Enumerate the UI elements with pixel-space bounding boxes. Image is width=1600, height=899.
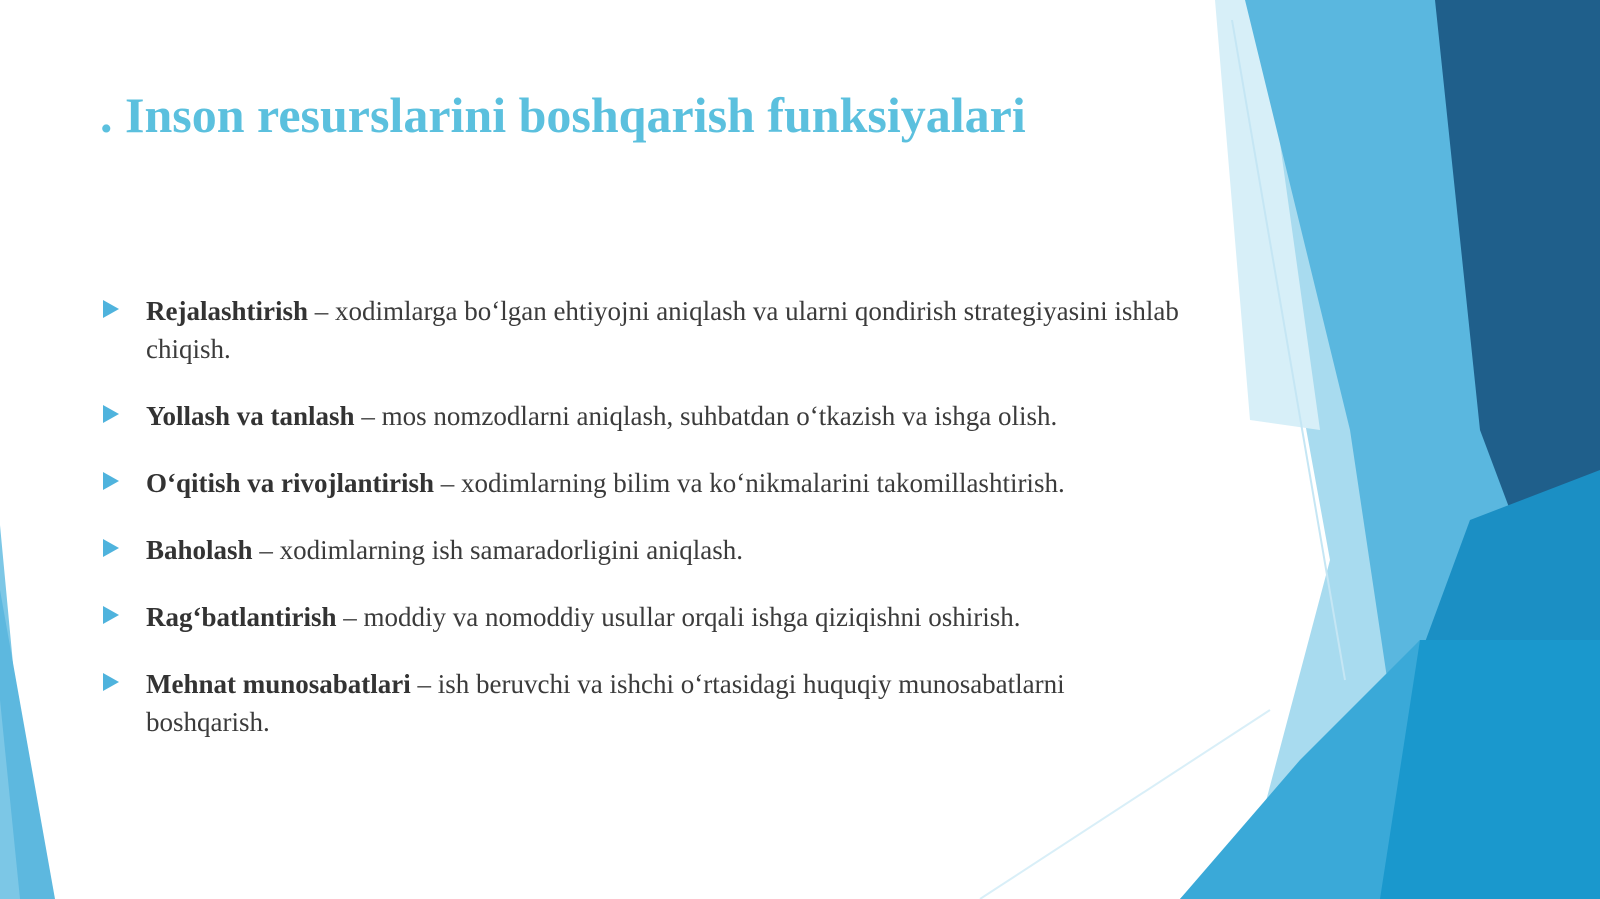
bullet-term: Rejalashtirish bbox=[146, 296, 308, 326]
bullet-item bbox=[100, 397, 1180, 435]
bullet-text: – xodimlarning ish samaradorligini aniqlash. bbox=[252, 535, 743, 565]
bullet-text: – mos nomzodlarni aniqlash, suhbatdan o‘tkazish va ishga olish. bbox=[354, 401, 1058, 431]
triangle-right-icon bbox=[103, 606, 119, 624]
bullet-item bbox=[100, 598, 1180, 636]
bullet-text: – xodimlarga bo‘lgan ehtiyojni aniqlash va ularni qondirish strategiyasini ishlab chiqish. bbox=[146, 296, 1179, 364]
bullet-term: Baholash bbox=[146, 535, 253, 565]
triangle-right-icon bbox=[103, 673, 119, 691]
triangle-right-icon bbox=[103, 472, 119, 490]
bullet-item bbox=[100, 665, 1180, 741]
bullet-list bbox=[100, 292, 1180, 770]
bullet-term: Rag‘batlantirish bbox=[146, 602, 337, 632]
triangle-right-icon bbox=[103, 405, 119, 423]
triangle-right-icon bbox=[103, 539, 119, 557]
bullet-term: O‘qitish va rivojlantirish bbox=[146, 468, 435, 498]
bullet-item bbox=[100, 531, 1180, 569]
slide-title: . Inson resurslarini boshqarish funksiyalari bbox=[100, 87, 1026, 143]
bullet-text: – moddiy va nomoddiy usullar orqali ishga qiziqishni oshirish. bbox=[336, 602, 1021, 632]
bullet-item bbox=[100, 464, 1180, 502]
bullet-text: – ish beruvchi va ishchi o‘rtasidagi huquqiy munosabatlarni boshqarish. bbox=[146, 669, 1065, 737]
bullet-term: Yollash va tanlash bbox=[146, 401, 355, 431]
bullet-item bbox=[100, 292, 1180, 368]
bullet-text: – xodimlarning bilim va ko‘nikmalarini takomillashtirish. bbox=[434, 468, 1065, 498]
triangle-right-icon bbox=[103, 300, 119, 318]
bullet-term: Mehnat munosabatlari bbox=[146, 669, 411, 699]
